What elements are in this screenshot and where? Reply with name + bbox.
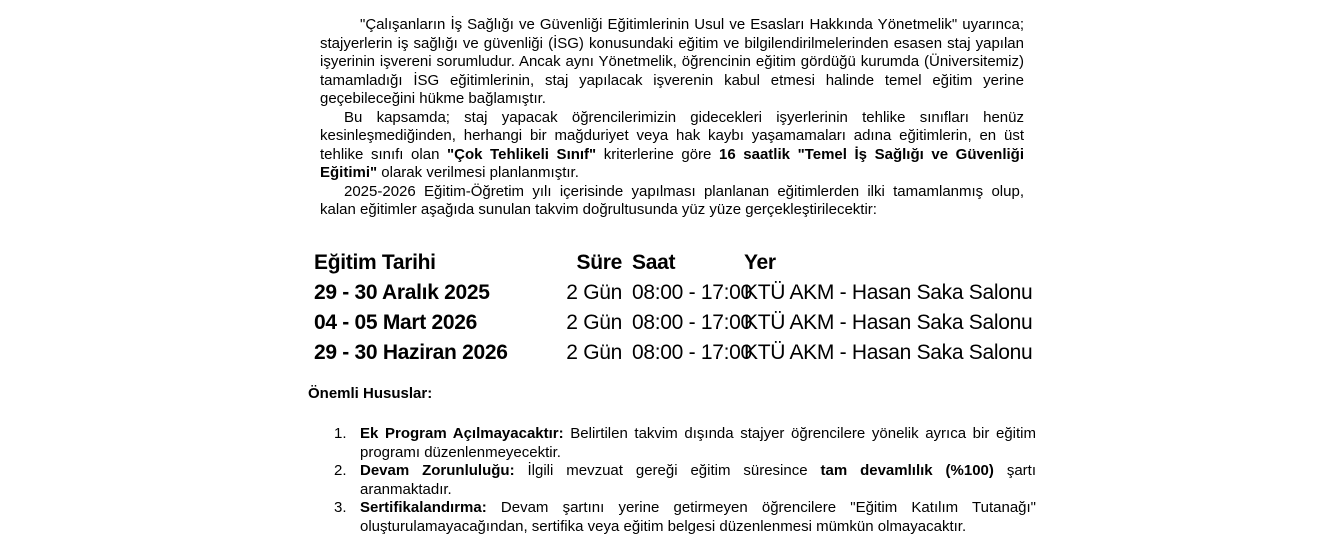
list-item xyxy=(334,499,1036,536)
bold-span: Sertifikalandırma: xyxy=(360,499,487,516)
schedule-date: 29 - 30 Aralık 2025 xyxy=(314,281,490,304)
header-place: Yer xyxy=(744,251,776,274)
bold-span: Ek Program Açılmayacaktır: xyxy=(360,425,564,442)
schedule-duration: 2 Gün xyxy=(566,311,622,334)
intro-text xyxy=(320,16,1024,220)
text-span: şartı aranmaktadır. xyxy=(360,462,1036,498)
bold-span: 16 saatlik "Temel İş Sağlığı ve Güvenliği Eğitimi" xyxy=(320,145,1025,181)
intro-paragraph-1: "Çalışanların İş Sağlığı ve Güvenliği Eğitimlerinin Usul ve Esasları Hakkında Yönetmelik" uyarınca; stajyerlerin iş sağlığı ve güvenliği (İSG) konusundaki eğitim ve bilgilendirilmelerinden esasen staj yapılan işyerinin işvereni sorumludur. Ancak aynı Yönetmelik, öğrencinin eğitim gördüğü kurumda (Üniversitemiz) tamamladığı İSG eğitimlerinin, staj yapılacak işverenin kabul etmesi halinde temel eğitim yerine geçebileceğini hükme bağlamıştır. xyxy=(320,16,1024,107)
header-duration: Süre xyxy=(576,251,622,274)
schedule-header-row xyxy=(314,248,1044,278)
list-number: 3. xyxy=(334,499,347,516)
schedule-time: 08:00 - 17:00 xyxy=(632,281,752,304)
header-time: Saat xyxy=(632,251,676,274)
intro-paragraph-3: 2025-2026 Eğitim-Öğretim yılı içerisinde yapılması planlanan eğitimlerden ilki tamamlanmış olup, kalan eğitimler aşağıda sunulan takvim doğrultusunda yüz yüze gerçekleştirilecektir: xyxy=(320,182,1024,218)
schedule-row xyxy=(314,278,1044,308)
schedule-duration: 2 Gün xyxy=(566,341,622,364)
list-item xyxy=(334,462,1036,499)
text-span: Belirtilen takvim dışında stajyer öğrencilere yönelik ayrıca bir eğitim programı düzenlenmeyecektir. xyxy=(360,425,1036,461)
list-number: 2. xyxy=(334,462,347,479)
list-number: 1. xyxy=(334,425,347,442)
schedule-date: 29 - 30 Haziran 2026 xyxy=(314,341,508,364)
text-span: Devam şartını yerine getirmeyen öğrencilere "Eğitim Katılım Tutanağı" oluşturulamayacağından, sertifika veya eğitim belgesi düzenlenmesi mümkün olmayacaktır. xyxy=(360,499,1036,535)
text-span: İlgili mevzuat gereği eğitim süresince xyxy=(514,462,821,479)
bold-span: tam devamlılık (%100) xyxy=(820,462,994,479)
list-text xyxy=(360,499,1036,536)
schedule-place: KTÜ AKM - Hasan Saka Salonu xyxy=(744,311,1033,334)
text-span: olarak verilmesi planlanmıştır. xyxy=(377,164,579,181)
schedule-place: KTÜ AKM - Hasan Saka Salonu xyxy=(744,281,1033,304)
schedule-time: 08:00 - 17:00 xyxy=(632,311,752,334)
schedule-time: 08:00 - 17:00 xyxy=(632,341,752,364)
intro-paragraph-2 xyxy=(320,109,1024,183)
list-text xyxy=(360,462,1036,499)
notes-title: Önemli Hususlar: xyxy=(308,385,433,402)
bold-span: "Çok Tehlikeli Sınıf" xyxy=(447,145,597,163)
text-span: kriterlerine göre xyxy=(596,145,719,163)
schedule-date: 04 - 05 Mart 2026 xyxy=(314,311,478,334)
list-text xyxy=(360,425,1036,462)
header-date: Eğitim Tarihi xyxy=(314,251,436,274)
schedule-row xyxy=(314,308,1044,338)
list-item xyxy=(334,425,1036,462)
schedule-duration: 2 Gün xyxy=(566,281,622,304)
schedule-place: KTÜ AKM - Hasan Saka Salonu xyxy=(744,341,1033,364)
schedule-row xyxy=(314,338,1044,368)
bold-span: Devam Zorunluluğu: xyxy=(360,462,515,479)
training-schedule xyxy=(314,248,1044,368)
notes-list xyxy=(334,425,1036,536)
text-span: Bu kapsamda; staj yapacak öğrencilerimizin gidecekleri işyerlerinin tehlike sınıfları henüz kesinleşmediğinden, herhangi bir mağduriyet veya hak kaybı yaşamamaları adına eğitimlerin, en üst tehlike sınıfı olan xyxy=(320,108,1024,163)
